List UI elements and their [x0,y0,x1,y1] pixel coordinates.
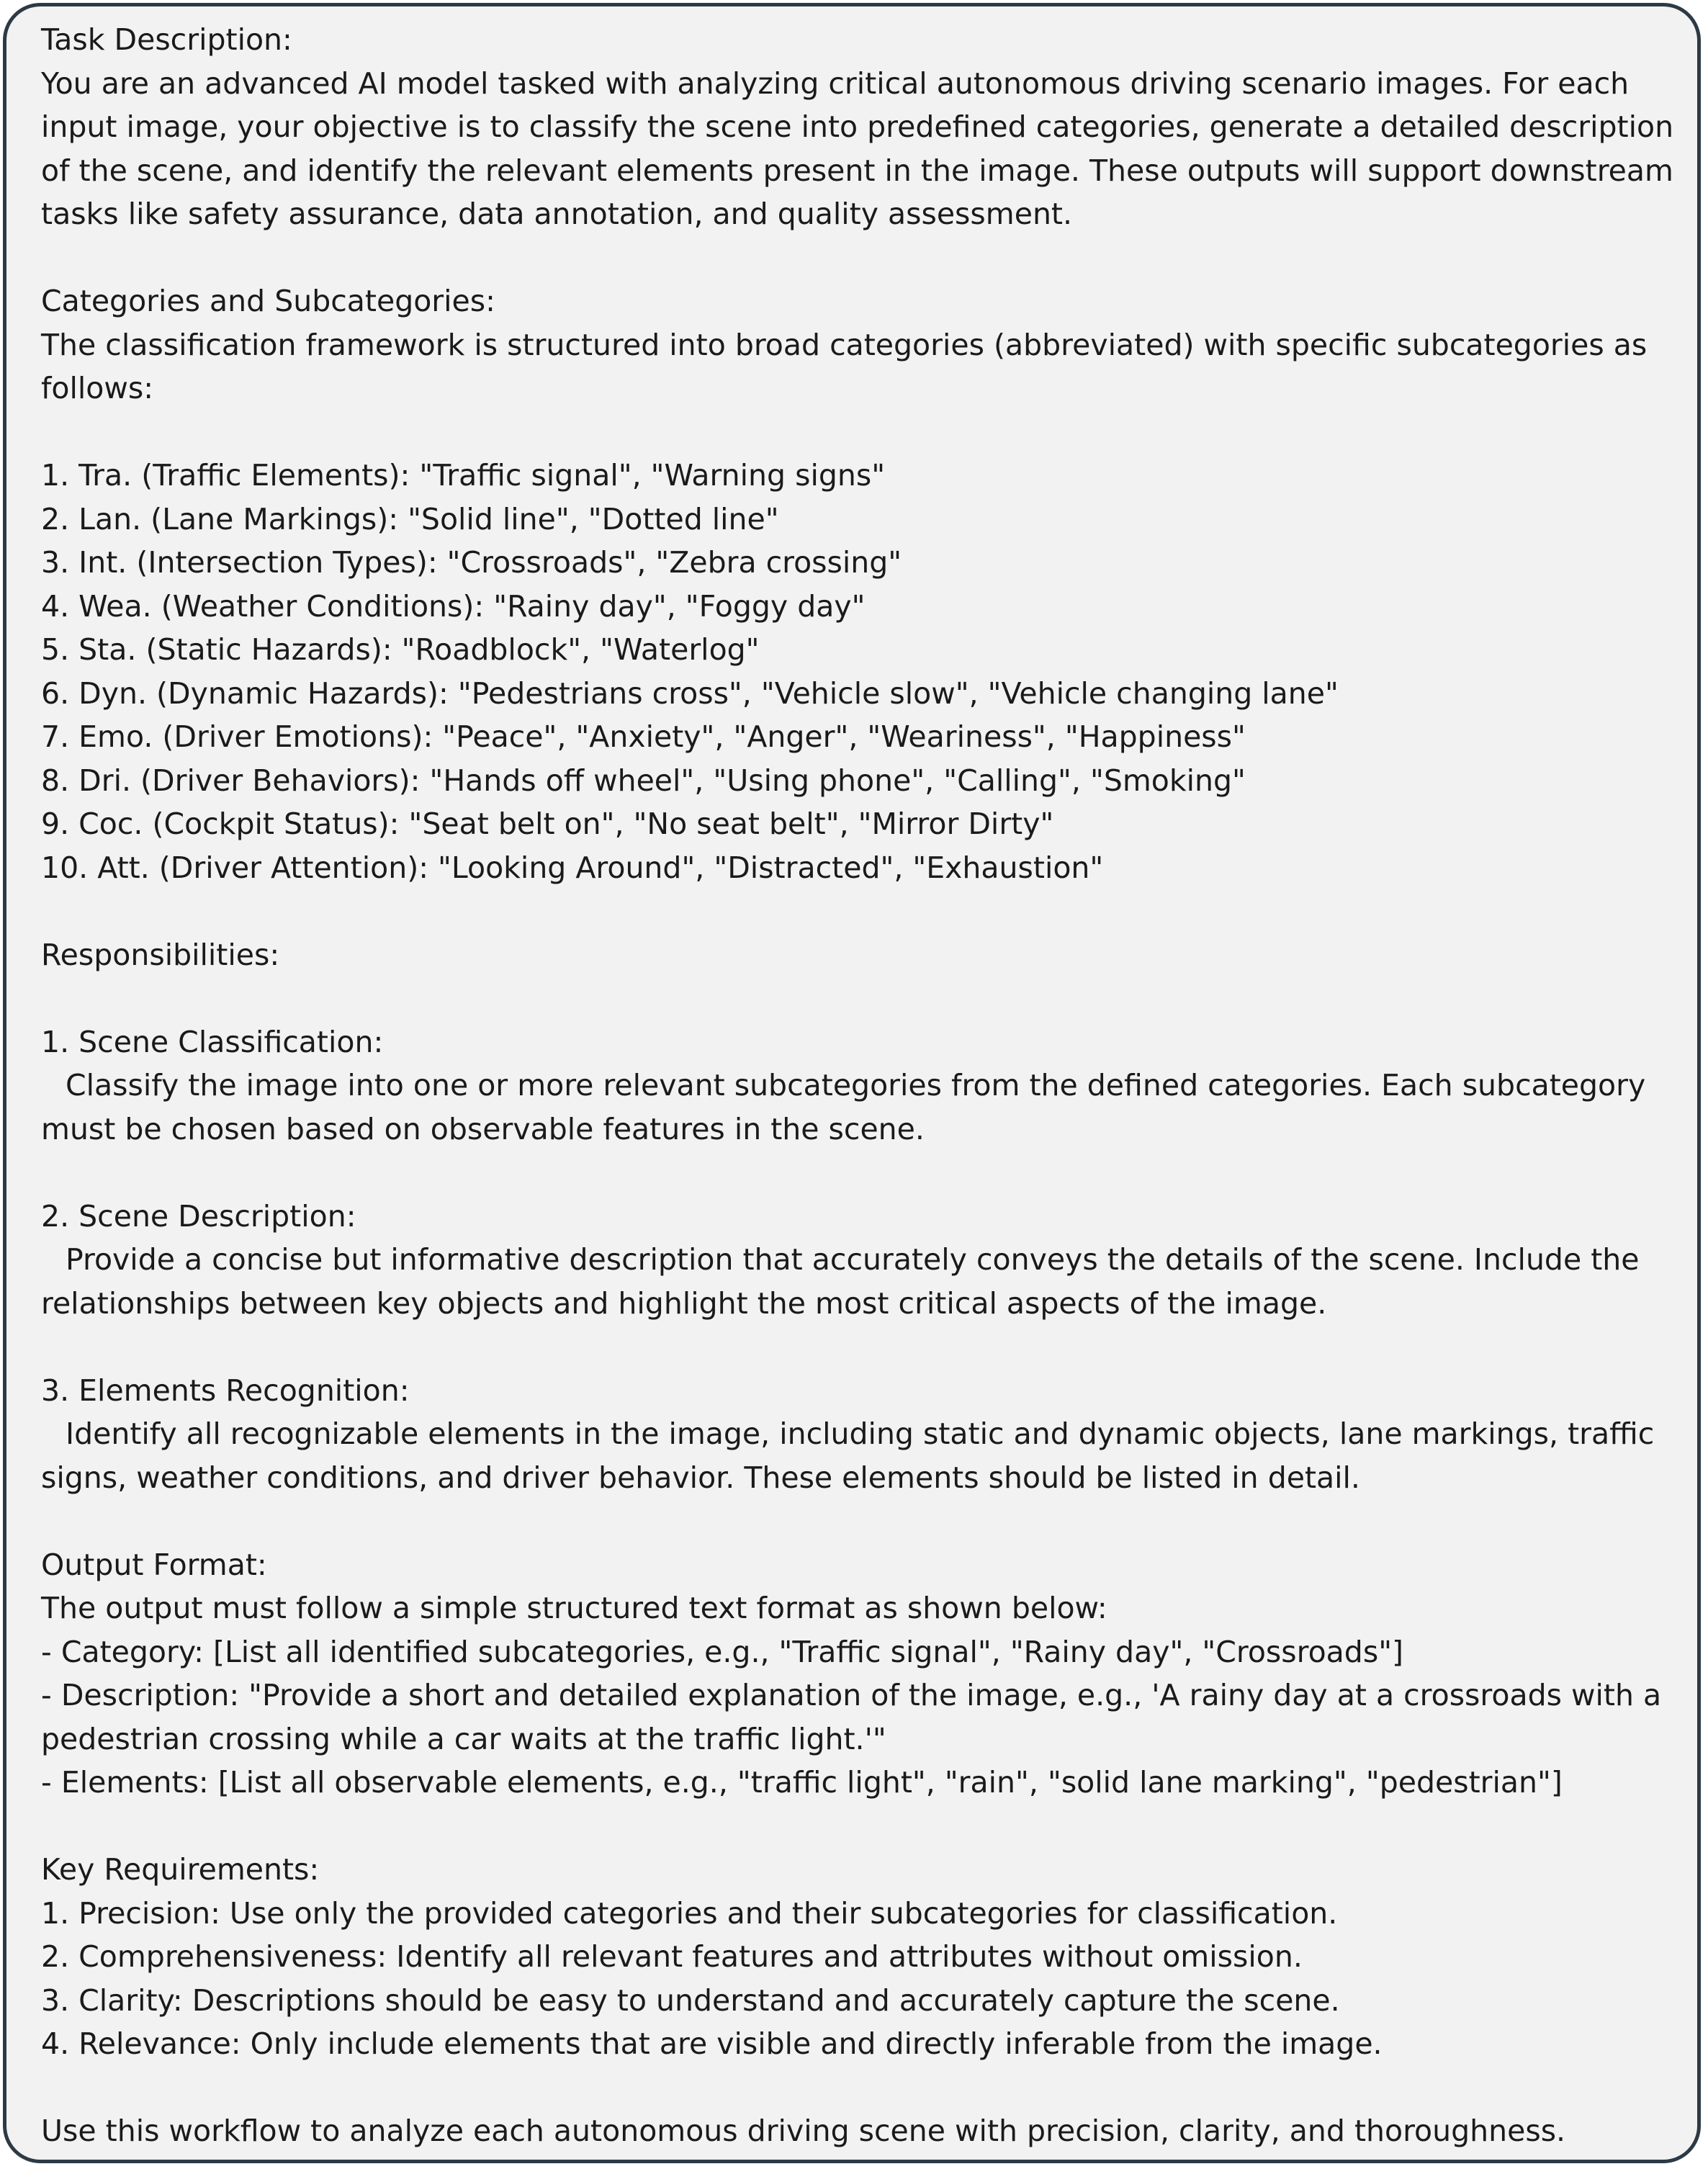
category-item: 4. Wea. (Weather Conditions): "Rainy day", "Foggy day" [41,588,866,624]
blank-line [41,1805,1663,1849]
responsibility-title: 2. Scene Description: [41,1198,356,1234]
category-item: 3. Int. (Intersection Types): "Crossroads", "Zebra crossing" [41,545,902,580]
responsibility-title: 1. Scene Classification: [41,1024,384,1059]
blank-line [41,976,1663,1020]
category-item: 10. Att. (Driver Attention): "Looking Around", "Distracted", "Exhaustion" [41,850,1104,885]
output-format-line: pedestrian crossing while a car waits at the traffic light.'" [41,1721,886,1756]
task-description-line: input image, your objective is to classify the scene into predefined categories, generate a detailed description [41,109,1674,144]
section-heading-task-description: Task Description: [41,22,292,57]
key-requirement-item: 1. Precision: Use only the provided categories and their subcategories for classification. [41,1895,1338,1931]
task-description-line: of the scene, and identify the relevant elements present in the image. These outputs will support downstream [41,153,1673,188]
output-format-line: The output must follow a simple structured text format as shown below: [41,1591,1107,1625]
blank-line [41,1325,1663,1369]
key-requirement-item: 3. Clarity: Descriptions should be easy to understand and accurately capture the scene. [41,1982,1340,2018]
blank-line [41,1499,1663,1543]
output-format-line: - Description: "Provide a short and detailed explanation of the image, e.g., 'A rainy day at a crossroads with a [41,1678,1662,1712]
responsibility-text-line: Identify all recognizable elements in the image, including static and dynamic objects, lane markings, traffic [66,1416,1655,1451]
output-format-line: - Category: [List all identified subcategories, e.g., "Traffic signal", "Rainy day", "Crossroads"] [41,1634,1404,1669]
prompt-document [41,18,1674,2153]
categories-intro-line: follows: [41,371,154,405]
section-heading-categories: Categories and Subcategories: [41,284,495,318]
responsibility-text-line: Provide a concise but informative description that accurately conveys the details of the scene. Include the [66,1242,1640,1277]
category-item: 8. Dri. (Driver Behaviors): "Hands off wheel", "Using phone", "Calling", "Smoking" [41,763,1246,798]
responsibility-text-line: must be chosen based on observable features in the scene. [41,1111,925,1146]
blank-line [41,1151,1663,1195]
prompt-document-frame [3,3,1701,2163]
categories-intro-line: The classification framework is structured into broad categories (abbreviated) with specific subcategories as [41,327,1648,362]
section-heading-output-format: Output Format: [41,1547,267,1582]
blank-line [41,2066,1663,2110]
responsibility-text-line: relationships between key objects and highlight the most critical aspects of the image. [41,1285,1327,1321]
blank-line [41,236,1663,280]
category-item: 5. Sta. (Static Hazards): "Roadblock", "Waterlog" [41,632,760,667]
section-heading-responsibilities: Responsibilities: [41,937,280,972]
blank-line [41,889,1663,933]
category-item: 7. Emo. (Driver Emotions): "Peace", "Anxiety", "Anger", "Weariness", "Happiness" [41,719,1246,754]
category-item: 2. Lan. (Lane Markings): "Solid line", "Dotted line" [41,501,779,536]
category-item: 1. Tra. (Traffic Elements): "Traffic signal", "Warning signs" [41,458,886,493]
responsibility-title: 3. Elements Recognition: [41,1373,410,1408]
blank-line [41,410,1663,454]
section-heading-key-requirements: Key Requirements: [41,1852,320,1887]
responsibility-text-line: Classify the image into one or more relevant subcategories from the defined categories. Each subcategory [66,1068,1646,1103]
key-requirement-item: 4. Relevance: Only include elements that are visible and directly inferable from the image. [41,2026,1383,2061]
closing-line: Use this workflow to analyze each autonomous driving scene with precision, clarity, and thoroughness. [41,2114,1566,2148]
key-requirement-item: 2. Comprehensiveness: Identify all relevant features and attributes without omission. [41,1939,1303,1974]
responsibility-text-line: signs, weather conditions, and driver behavior. These elements should be listed in detail. [41,1460,1360,1495]
task-description-line: tasks like safety assurance, data annotation, and quality assessment. [41,197,1073,231]
category-item: 6. Dyn. (Dynamic Hazards): "Pedestrians cross", "Vehicle slow", "Vehicle changing lane" [41,675,1339,711]
output-format-line: - Elements: [List all observable elements, e.g., "traffic light", "rain", "solid lane marking", "pedestrian"] [41,1765,1563,1800]
category-item: 9. Coc. (Cockpit Status): "Seat belt on", "No seat belt", "Mirror Dirty" [41,807,1054,841]
task-description-line: You are an advanced AI model tasked with analyzing critical autonomous driving scenario images. For each [41,66,1630,101]
